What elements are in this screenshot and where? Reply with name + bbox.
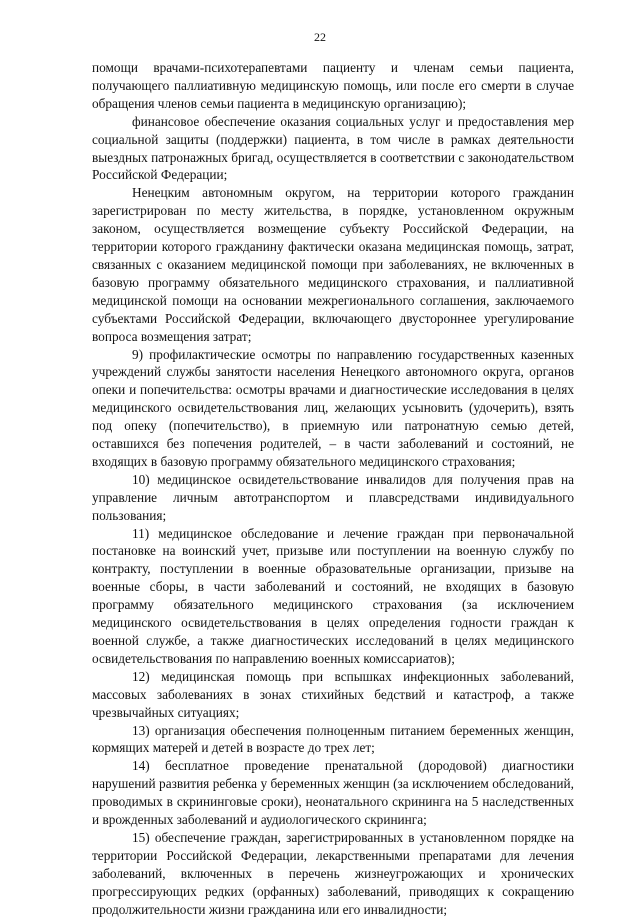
paragraph-financing: финансовое обеспечение оказания социальных услуг и предоставления мер социальной защиты (поддержки) пациента, в том числе в рамках деятельности выездных патронажных бригад, осуществляется в соответствии с законодательством Российской Федерации; xyxy=(92,113,574,183)
paragraph-continuation: помощи врачами-психотерапевтами пациенту и членам семьи пациента, получающего паллиативную медицинскую помощь, или после его смерти в случае обращения членов семьи пациента в медицинскую организацию); xyxy=(92,60,574,111)
paragraph-item-14: 14) бесплатное проведение пренатальной (дородовой) диагностики нарушений развития ребенка у беременных женщин (за исключением обследований, проводимых в скрининговые сроки), неонатального скрининга на 5 наследственных и врожденных заболеваний и аудиологического скрининга; xyxy=(92,758,574,828)
paragraph-item-15: 15) обеспечение граждан, зарегистрированных в установленном порядке на территории Российской Федерации, лекарственными препаратами для лечения заболеваний, включенных в перечень жизнеугрожающих и хронических прогрессирующих редких (орфанных) заболеваний, приводящих к сокращению продолжительности жизни гражданина или его инвалидности; xyxy=(92,829,574,917)
paragraph-item-13: 13) организация обеспечения полноценным питанием беременных женщин, кормящих матерей и детей в возрасте до трех лет; xyxy=(92,722,574,756)
paragraph-item-9: 9) профилактические осмотры по направлению государственных казенных учреждений службы занятости населения Ненецкого автономного округа, органов опеки и попечительства: осмотры врачами и диагностические исследования в целях медицинского освидетельствования лиц, желающих усыновить (удочерить), взять под опеку (попечительство), в приемную или патронатную семью детей, оставшихся без попечения родителей, – в части заболеваний и состояний, не входящих в базовую программу обязательного медицинского страхования; xyxy=(92,346,574,469)
paragraph-nao-compensation: Ненецким автономным округом, на территории которого гражданин зарегистрирован по месту жительства, в порядке, установленном окружным законом, осуществляется возмещение субъекту Российской Федерации, на территории которого гражданину фактически оказана медицинская помощь, затрат, связанных с оказанием медицинской помощи при заболеваниях, не включенных в базовую программу обязательного медицинского страхования, и паллиативной медицинской помощи на основании межрегионального соглашения, заключаемого субъектами Российской Федерации, включающего двустороннее урегулирование вопроса возмещения затрат; xyxy=(92,185,574,344)
page-number: 22 xyxy=(314,30,326,44)
paragraph-item-11: 11) медицинское обследование и лечение граждан при первоначальной постановке на воинский учет, призыве или поступлении на военную службу по контракту, поступлении в военные образовательные организации, призыве на военные сборы, в части заболеваний и состояний, не входящих в базовую программу обязательного медицинского страхования (за исключением медицинского освидетельствования в целях определения годности граждан к военной службе, а также диагностических исследований в целях медицинского освидетельствования по направлению военных комиссариатов); xyxy=(92,525,574,666)
paragraph-item-10: 10) медицинское освидетельствование инвалидов для получения прав на управление личным автотранспортом и плавсредствами индивидуального пользования; xyxy=(92,471,574,523)
document-body xyxy=(92,59,574,919)
paragraph-item-12: 12) медицинская помощь при вспышках инфекционных заболеваний, массовых заболеваниях в зонах стихийных бедствий и катастроф, а также чрезвычайных ситуациях; xyxy=(92,668,574,720)
